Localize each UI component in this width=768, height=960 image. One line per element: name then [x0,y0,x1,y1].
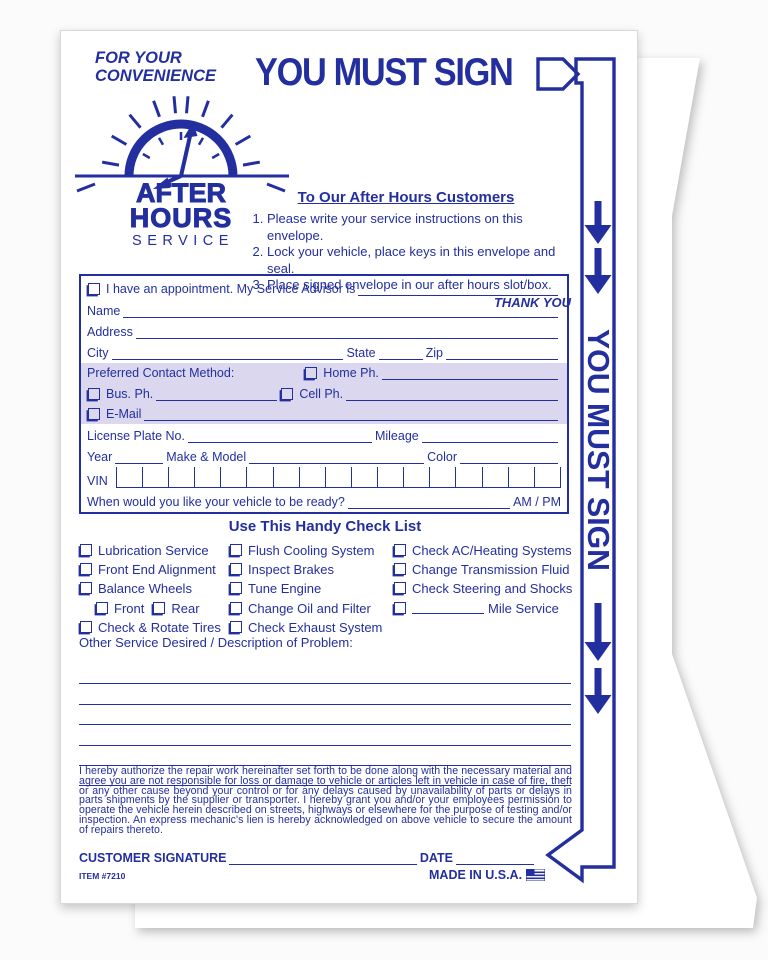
checkbox [394,602,406,614]
made-in-usa-label: MADE IN U.S.A. [429,868,523,882]
checklist-item-label: Change Transmission Fluid [412,562,570,578]
after-hours-envelope [60,30,638,904]
checklist-item-label: Check AC/Heating Systems [412,543,572,559]
appointment-label: I have an appointment. My Service Advisor is [106,282,356,297]
cell-phone-checkbox [281,388,293,400]
bus-cell-row [81,383,567,404]
instruction-item: 3. Place signed envelope in our after hours slot/box. [267,277,571,294]
checklist-item-label: Rear [171,600,200,616]
writing-line [79,705,571,725]
checklist-item-label: Check Exhaust System [248,619,383,635]
ampm-label: AM / PM [513,494,561,509]
checklist-col3 [393,541,571,637]
contact-method-row [81,363,567,384]
checklist-item-mile-service [393,599,571,618]
instruction-item: 2. Lock your vehicle, place keys in this envelope and seal. [267,244,571,277]
make-model-label: Make & Model [166,450,247,465]
checklist-col2 [229,541,393,637]
checklist-grid [79,541,571,637]
license-row [81,424,567,445]
checkbox [80,621,92,633]
usa-flag-icon [526,869,545,881]
page-title: YOU MUST SIGN [255,51,513,94]
color-line [460,451,558,464]
writing-line [79,664,571,684]
down-arrows-icon [585,201,612,714]
year-label: Year [87,450,113,465]
address-row [81,321,567,342]
mile-service-line [412,602,484,614]
checkbox [230,621,242,633]
date-label: DATE [419,851,453,865]
checklist-item-label: Tune Engine [248,581,322,597]
contact-method-label: Preferred Contact Method: [87,366,235,381]
email-row [81,404,567,425]
checklist-item [393,541,571,560]
writing-line [79,725,571,745]
checkbox [230,602,242,614]
checklist-item [79,541,229,560]
checklist-item-label: Mile Service [488,600,559,616]
checkbox [394,582,406,594]
checklist-item [229,599,393,618]
home-phone-line [382,367,558,380]
checklist-item [393,579,571,598]
checklist-item-label: Check Steering and Shocks [412,581,573,597]
signature-row [79,851,537,865]
email-label: E-Mail [106,407,142,422]
other-service-label: Other Service Desired / Description of Problem: [79,635,353,650]
writing-line [79,746,571,766]
customer-info-box [79,274,569,514]
checklist-item-label: Front End Alignment [98,562,216,578]
address-line [136,326,558,339]
checkbox [96,602,108,614]
authorization-text: I hereby authorize the repair work hereinafter set forth to be done along with the necessary material and agree you are not responsible for loss or damage to vehicle or articles left in vehicle in case of fire, theft or any other cause beyond your control or for any delays caused by unavailability of parts or delays in parts shipments by the supplier or transporter. I hereby grant you and/or your employees permission to operate the vehicle herein described on streets, highways or elsewhere for the purpose of testing and/or inspection. An express mechanic's lien is hereby acknowledged on above vehicle to secure the amount of repairs thereto. [79,765,572,836]
eyebrow-line1: FOR YOUR [95,49,182,67]
email-checkbox [88,408,100,420]
zip-line [446,347,558,360]
made-in-usa [429,868,545,882]
zip-label: Zip [425,345,443,360]
thank-you-text: THANK YOU [493,294,571,310]
checklist-item-label: Change Oil and Filter [248,600,371,616]
bus-phone-line [156,388,277,401]
name-label: Name [87,303,121,318]
checklist-item [393,560,571,579]
signature-line [229,852,416,865]
logo-word-hours: HOURS [129,203,233,233]
bus-phone-checkbox [88,388,100,400]
checklist-item [79,560,229,579]
checklist-col1 [79,541,229,637]
customer-signature-label: CUSTOMER SIGNATURE [79,851,227,865]
color-label: Color [427,450,457,465]
cell-phone-line [346,388,558,401]
year-make-row [81,446,567,467]
checklist-item-label: Inspect Brakes [248,562,334,578]
checkbox [80,563,92,575]
appointment-row [81,276,567,299]
service-advisor-line [358,283,558,296]
email-line [144,408,558,421]
checklist-item-label: Front [114,600,145,616]
vin-label: VIN [87,474,108,489]
date-line [456,852,534,865]
name-row [81,299,567,320]
license-plate-label: License Plate No. [87,428,185,443]
city-row [81,342,567,363]
checklist-item [79,579,229,598]
appointment-checkbox [88,283,100,295]
cell-phone-label: Cell Ph. [299,386,344,401]
checklist-section [79,518,571,637]
checklist-item-label: Flush Cooling System [248,543,375,559]
state-label: State [346,345,376,360]
checkbox [230,544,242,556]
home-phone-label: Home Ph. [323,366,379,381]
instructions-title: To Our After Hours Customers [297,189,515,206]
checklist-item-label: Balance Wheels [98,581,192,597]
checklist-item-label: Lubrication Service [98,543,209,559]
checklist-item-front-rear [79,599,229,618]
checklist-title: Use This Handy Check List [228,518,422,535]
make-model-line [249,451,424,464]
home-phone-checkbox [305,367,317,379]
eyebrow-line2: CONVENIENCE [95,67,217,85]
pointer-pentagon-icon [538,59,578,89]
checklist-item-label: Check & Rotate Tires [98,619,221,635]
other-service-section [79,635,571,786]
checkbox [230,582,242,594]
logo-word-service: SERVICE [132,233,234,249]
license-plate-line [188,430,372,443]
writing-line [79,684,571,704]
logo-word-after: AFTER [136,178,226,208]
state-line [379,347,423,360]
checklist-item [229,560,393,579]
checkbox [80,544,92,556]
ready-time-row [81,491,567,512]
city-label: City [87,345,109,360]
side-vertical-text: YOU MUST SIGN [581,329,616,578]
vin-cells [116,467,561,488]
city-line [112,347,344,360]
ready-time-label: When would you like your vehicle to be ready? [87,494,345,509]
item-number: ITEM #7210 [79,871,126,881]
instruction-item: 1. Please write your service instructions on this envelope. [267,211,571,244]
checklist-item [229,541,393,560]
checkbox [394,544,406,556]
checkbox [80,582,92,594]
name-line [123,305,558,318]
checkbox [394,563,406,575]
checkbox [153,602,165,614]
checkbox [230,563,242,575]
bus-phone-label: Bus. Ph. [106,386,154,401]
mileage-label: Mileage [374,428,419,443]
mileage-line [422,430,558,443]
address-label: Address [87,325,133,340]
vin-row [81,467,567,491]
year-line [115,451,163,464]
checklist-item [229,579,393,598]
ready-time-line [348,496,510,509]
